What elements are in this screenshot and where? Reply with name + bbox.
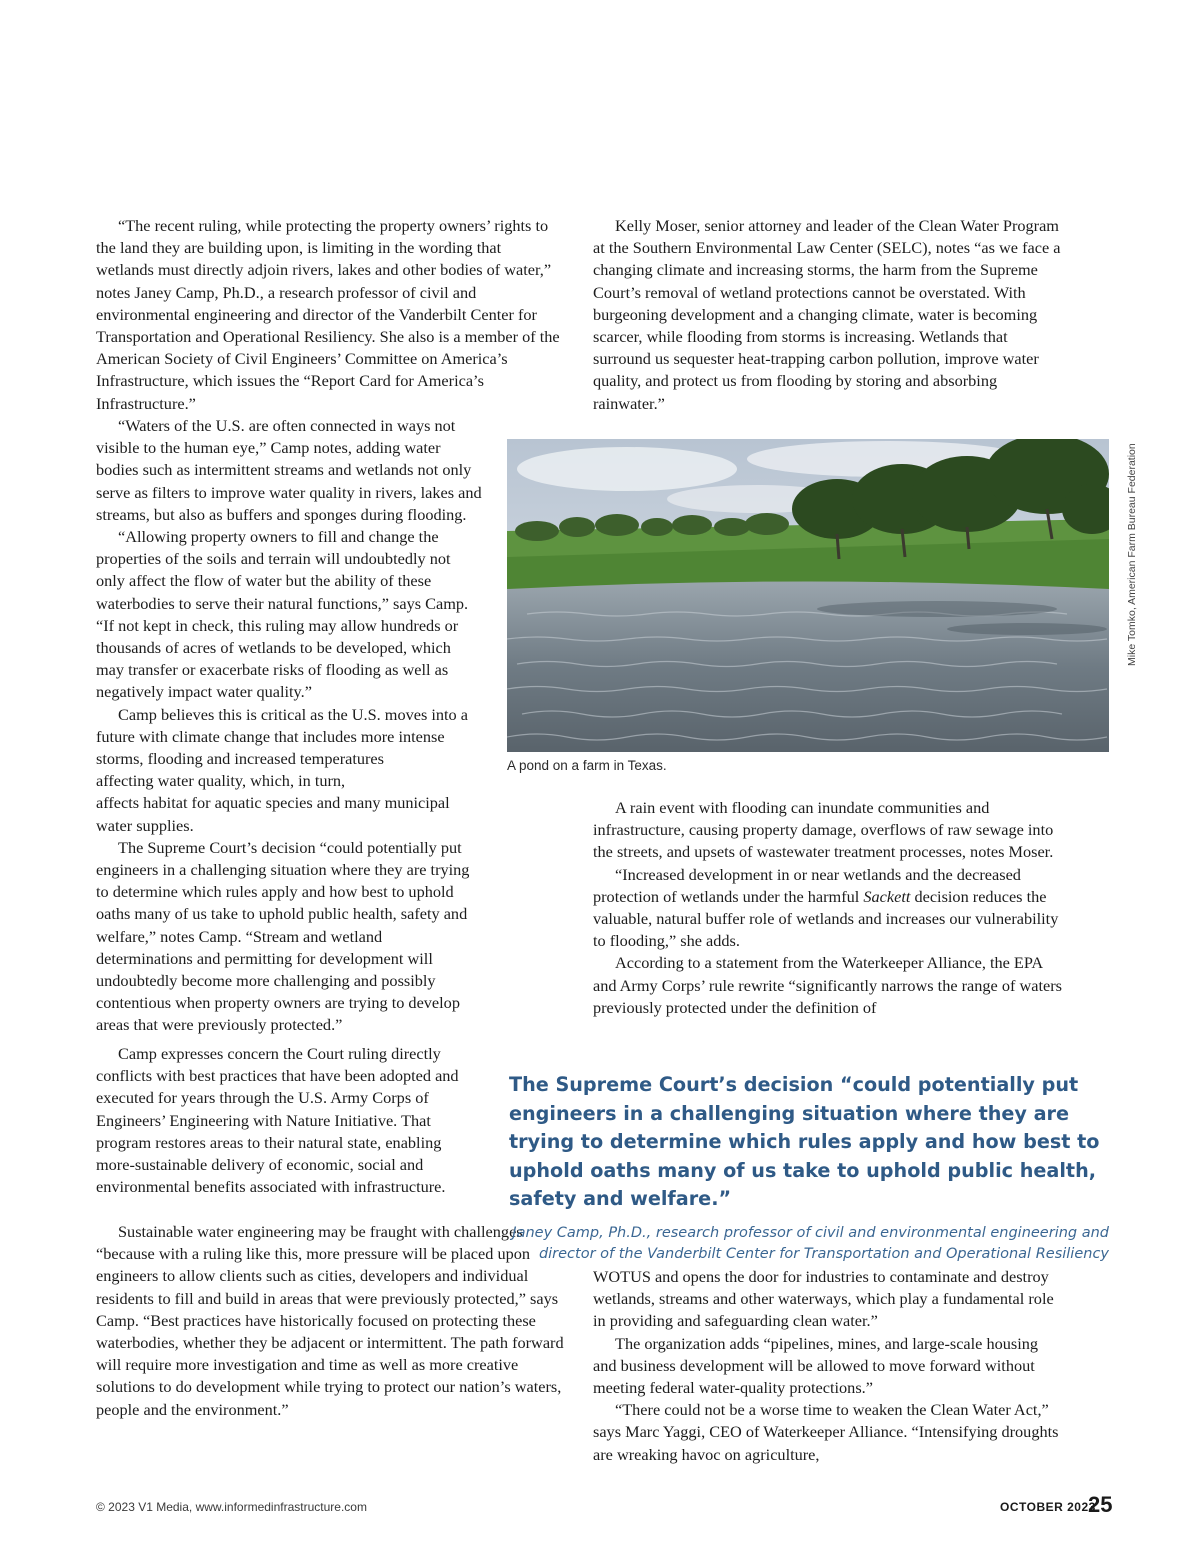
pull-quote: [509, 1071, 1109, 1265]
photo-credit: Mike Tomko, American Farm Bureau Federation: [1126, 443, 1138, 666]
body-paragraph: “Allowing property owners to fill and change the properties of the soils and terrain will undoubtedly not only affect the flow of water but the ability of these waterbodies to serve their natural functions,” says Camp. “If not kept in check, this ruling may allow hundreds or thousands of acres of wetlands to be developed, which may transfer or exacerbate risks of flooding as well as negatively impact water quality.”: [96, 527, 469, 702]
body-paragraph: “The recent ruling, while protecting the property owners’ rights to the land they are building upon, is limiting in the wording that wetlands must directly adjoin rivers, lakes and other bodies of water,” notes Janey Camp, Ph.D., a research professor of civil and environmental engineering and director of the Vanderbilt Center for Transportation and Operational Resiliency. She also is a member of the American Society of Civil Engineers’ Committee on America’s Infrastructure, which issues the “Report Card for America’s Infrastructure.”: [96, 216, 560, 413]
pull-quote-text: The Supreme Court’s decision “could potentially put engineers in a challenging situation where they are trying to determine which rules apply and how best to uphold oaths many of us take to uphold public health, safety and welfare.”: [509, 1073, 1100, 1211]
body-paragraph-group: [96, 415, 482, 1037]
text-span: “Increased development in or near wetlands and the decreased protection of wetlands under the harmful: [593, 864, 1021, 906]
body-paragraph: The organization adds “pipelines, mines, and large-scale housing and business development will be allowed to move forward without meeting federal water-quality protections.”: [593, 1333, 1039, 1398]
body-paragraph: Camp expresses concern the Court ruling directly conflicts with best practices that have been adopted and executed for years through the U.S. Army Corps of Engineers’ Engineering with Nature Initiative. That program restores areas to their natural state, enabling more-sustainable delivery of economic, social and environmental benefits associated with infrastructure.: [96, 1044, 459, 1197]
body-paragraph: A rain event with flooding can inundate communities and infrastructure, causing property damage, overflows of raw sewage into the streets, and upsets of wastewater treatment processes, notes Moser.: [593, 798, 1054, 862]
case-name: Sackett: [863, 886, 911, 906]
body-paragraph: “There could not be a worse time to weaken the Clean Water Act,” says Marc Yaggi, CEO of Waterkeeper Alliance. “Intensifying droughts are wreaking havoc on agriculture,: [593, 1400, 1059, 1464]
pull-quote-attribution: Janey Camp, Ph.D., research professor of civil and environmental engineering and director of the Vanderbilt Center for Transportation and Operational Resiliency: [512, 1224, 1109, 1262]
issue-date: OCTOBER 2023: [1000, 1500, 1096, 1514]
body-paragraph-group: [593, 797, 1063, 1019]
body-paragraph: “Waters of the U.S. are often connected in ways not visible to the human eye,” Camp notes, adding water bodies such as intermittent streams and wetlands not only serve as filters to improve water quality in rivers, lakes and streams, but also as buffers and sponges during flooding.: [96, 416, 482, 524]
photo-caption: A pond on a farm in Texas.: [507, 758, 667, 773]
pond-photo: [507, 439, 1109, 752]
copyright-notice: © 2023 V1 Media, www.informedinfrastructure.com: [96, 1500, 367, 1514]
body-paragraph-group: [593, 1266, 1063, 1466]
page-number: 25: [1088, 1492, 1113, 1517]
body-paragraph: According to a statement from the Waterkeeper Alliance, the EPA and Army Corps’ rule rewrite “significantly narrows the range of waters previously protected under the definition of: [593, 953, 1062, 1017]
body-paragraph: The Supreme Court’s decision “could potentially put engineers in a challenging situation where they are trying to determine which rules apply and how best to uphold oaths many of us take to uphold public health, safety and welfare,” notes Camp. “Stream and wetland determinations and permitting for development will undoubtedly become more challenging and possibly contentious when property owners are trying to develop areas that were previously protected.”: [96, 837, 470, 1035]
body-paragraph: [593, 864, 1063, 953]
body-paragraph: Sustainable water engineering may be fraught with challenges “because with a ruling like this, more pressure will be placed upon engineers to allow clients such as cities, developers and individual residents to fill and build in areas that were previously protected,” says Camp. “Best practices have historically focused on protecting these waterbodies, whether they be adjacent or intermittent. The path forward will require more investigation and time as well as more creative solutions to do development while trying to protect our nation’s waters, people and the environment.”: [96, 1222, 564, 1419]
body-paragraph: WOTUS and opens the door for industries to contaminate and destroy wetlands, streams and other waterways, which play a fundamental role in providing and safeguarding clean water.”: [593, 1267, 1054, 1331]
body-paragraph-group: [96, 1221, 570, 1421]
text-span: decision reduces the valuable, natural buffer role of wetlands and increases our vulnerability to flooding,” she adds.: [593, 886, 1059, 951]
body-paragraph: Kelly Moser, senior attorney and leader of the Clean Water Program at the Southern Environmental Law Center (SELC), notes “as we face a changing climate and increasing storms, the harm from the Supreme Court’s removal of wetland protections cannot be overstated. With burgeoning development and a changing climate, water is becoming scarcer, while flooding from storms is increasing. Wetlands that surround us sequester heat-trapping carbon pollution, improve water quality, and protect us from flooding by storing and absorbing rainwater.”: [593, 216, 1061, 413]
body-paragraph: Camp believes this is critical as the U.S. moves into a future with climate change that includes more intense storms, flooding and increased temperatures affecting water quality, which, in turn, affects habitat for aquatic species and many municipal water supplies.: [96, 704, 468, 835]
